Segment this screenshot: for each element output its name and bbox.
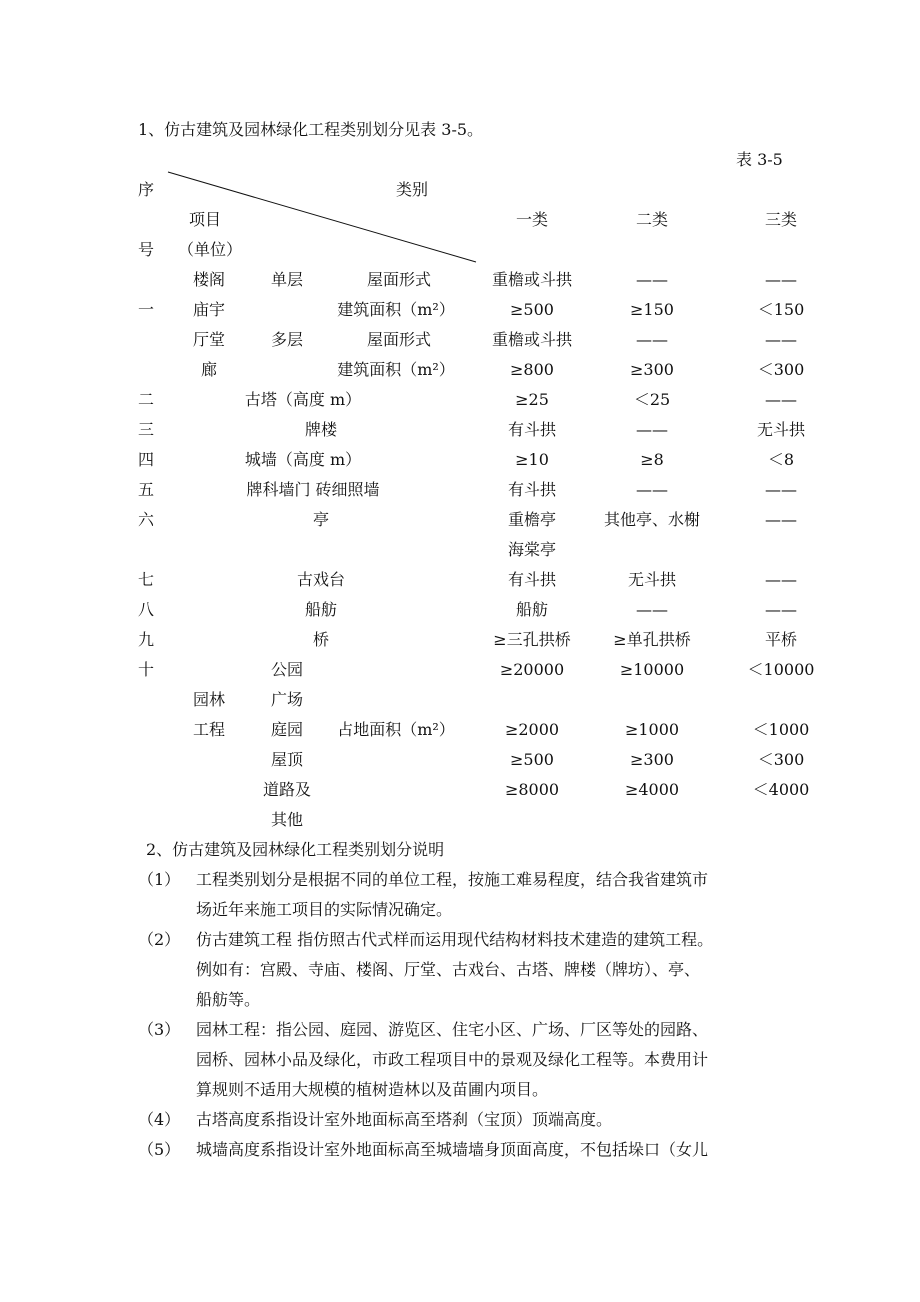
row3-num: 三 [138,420,155,439]
group1-r2-c1: ≥500 [510,300,554,319]
row10-r3-c3: ＜1000 [752,720,810,739]
row10-sub-1: 公园 [270,660,304,679]
heading-notes: 2、仿古建筑及园林绿化工程类别划分说明 [146,840,445,859]
group1-r3-c3: —— [765,330,797,349]
row9-c1: ≥三孔拱桥 [493,630,571,649]
group1-r3-c2: —— [636,330,668,349]
note2-num: （2） [138,930,181,949]
heading-table-intro: 1、仿古建筑及园林绿化工程类别划分见表 3-5。 [138,120,484,139]
row10-sub-6: 其他 [270,810,304,829]
group1-num: 一 [138,300,155,319]
header-class3: 三类 [764,210,798,229]
row10-sub-3: 庭园 [270,720,304,739]
row10-r5-c3: ＜4000 [752,780,810,799]
row9-item: 桥 [312,630,330,649]
row8-num: 八 [138,600,155,619]
group1-single: 单层 [270,270,304,289]
header-unit: （单位） [177,240,243,259]
row8-item: 船舫 [304,600,338,619]
group1-r1-c3: —— [765,270,797,289]
group1-attr-1: 屋面形式 [366,270,432,289]
note4-num: （4） [138,1110,181,1129]
header-xu: 序 [138,180,155,199]
note1-line1: 工程类别划分是根据不同的单位工程，按施工难易程度，结合我省建筑市 [196,870,709,889]
group1-r1-c1: 重檐或斗拱 [491,270,573,289]
row9-num: 九 [138,630,155,649]
group1-r2-c2: ≥150 [630,300,674,319]
row10-r1-c3: ＜10000 [747,660,815,679]
row2-c2: ＜25 [633,390,671,409]
row6-num: 六 [138,510,155,529]
note3-line2: 园桥、园林小品及绿化，市政工程项目中的景观及绿化工程等。本费用计 [196,1050,709,1069]
row4-c3: ＜8 [767,450,795,469]
row6-c1: 重檐亭 [507,510,557,529]
row7-c1: 有斗拱 [507,570,557,589]
row8-c1: 船舫 [515,600,549,619]
note2-line3: 船舫等。 [196,990,261,1009]
group1-attr-2: 建筑面积（m²） [337,300,455,319]
table-number: 表 3-5 [736,150,783,169]
note3-line1: 园林工程：指公园、庭园、游览区、住宅小区、广场、厂区等处的园路、 [196,1020,709,1039]
group1-r3-c1: 重檐或斗拱 [491,330,573,349]
note5-line1: 城墙高度系指设计室外地面标高至城墙墙身顶面高度，不包括垛口（女儿 [196,1140,709,1159]
row7-c3: —— [765,570,797,589]
header-class2: 二类 [635,210,669,229]
row2-item: 古塔（高度 m） [244,390,362,409]
row10-r1-c1: ≥20000 [499,660,565,679]
note1-num: （1） [138,870,181,889]
row10-sub-4: 屋顶 [270,750,304,769]
header-class1: 一类 [515,210,549,229]
row10-sub-2: 广场 [270,690,304,709]
row3-item: 牌楼 [304,420,338,439]
group1-name-4: 廊 [200,360,218,379]
row10-r3-c2: ≥1000 [624,720,680,739]
row2-c3: —— [765,390,797,409]
row6-c3: —— [765,510,797,529]
row5-c1: 有斗拱 [507,480,557,499]
row10-attr: 占地面积（m²） [337,720,455,739]
row10-r1-c2: ≥10000 [619,660,685,679]
row10-r4-c3: ＜300 [757,750,805,769]
row10-r5-c1: ≥8000 [504,780,560,799]
group1-r1-c2: —— [636,270,668,289]
row10-num: 十 [138,660,155,679]
note2-line2: 例如有：宫殿、寺庙、楼阁、厅堂、古戏台、古塔、牌楼（牌坊）、亭、 [196,960,701,979]
row10-r4-c2: ≥300 [630,750,674,769]
header-item: 项目 [188,210,222,229]
note3-line3: 算规则不适用大规模的植树造林以及苗圃内项目。 [196,1080,549,1099]
group1-r2-c3: ＜150 [757,300,805,319]
row10-sub-5: 道路及 [262,780,312,799]
group1-r4-c2: ≥300 [630,360,674,379]
row10-r3-c1: ≥2000 [504,720,560,739]
row5-num: 五 [138,480,155,499]
row4-num: 四 [138,450,155,469]
note3-num: （3） [138,1020,181,1039]
row6-c1-line2: 海棠亭 [507,540,557,559]
header-hao: 号 [138,240,155,259]
group1-r4-c1: ≥800 [510,360,554,379]
row9-c3: 平桥 [764,630,798,649]
group1-multi: 多层 [270,330,304,349]
note5-num: （5） [138,1140,181,1159]
row3-c1: 有斗拱 [507,420,557,439]
row8-c3: —— [765,600,797,619]
row9-c2: ≥单孔拱桥 [613,630,691,649]
note2-line1: 仿古建筑工程 指仿照古代式样而运用现代结构材料技术建造的建筑工程。 [196,930,714,949]
row4-c1: ≥10 [515,450,549,469]
row7-c2: 无斗拱 [627,570,677,589]
row10-r4-c1: ≥500 [510,750,554,769]
row2-c1: ≥25 [515,390,549,409]
row10-name-1: 园林 [192,690,226,709]
row7-num: 七 [138,570,155,589]
group1-name-2: 庙宇 [192,300,226,319]
group1-name-3: 厅堂 [192,330,226,349]
row2-num: 二 [138,390,155,409]
group1-name-1: 楼阁 [192,270,226,289]
group1-r4-c3: ＜300 [757,360,805,379]
row7-item: 古戏台 [296,570,346,589]
note1-line2: 场近年来施工项目的实际情况确定。 [196,900,453,919]
row5-item: 牌科墙门 砖细照墙 [246,480,380,499]
row4-c2: ≥8 [640,450,664,469]
row8-c2: —— [636,600,668,619]
row10-r5-c2: ≥4000 [624,780,680,799]
row5-c3: —— [765,480,797,499]
note4-line1: 古塔高度系指设计室外地面标高至塔刹（宝顶）顶端高度。 [196,1110,613,1129]
row5-c2: —— [636,480,668,499]
row6-item: 亭 [312,510,330,529]
header-category: 类别 [395,180,429,199]
row3-c2: —— [636,420,668,439]
row4-item: 城墙（高度 m） [244,450,362,469]
group1-attr-4: 建筑面积（m²） [337,360,455,379]
row3-c3: 无斗拱 [756,420,806,439]
group1-attr-3: 屋面形式 [366,330,432,349]
row6-c2: 其他亭、水榭 [603,510,701,529]
row10-name-2: 工程 [192,720,226,739]
